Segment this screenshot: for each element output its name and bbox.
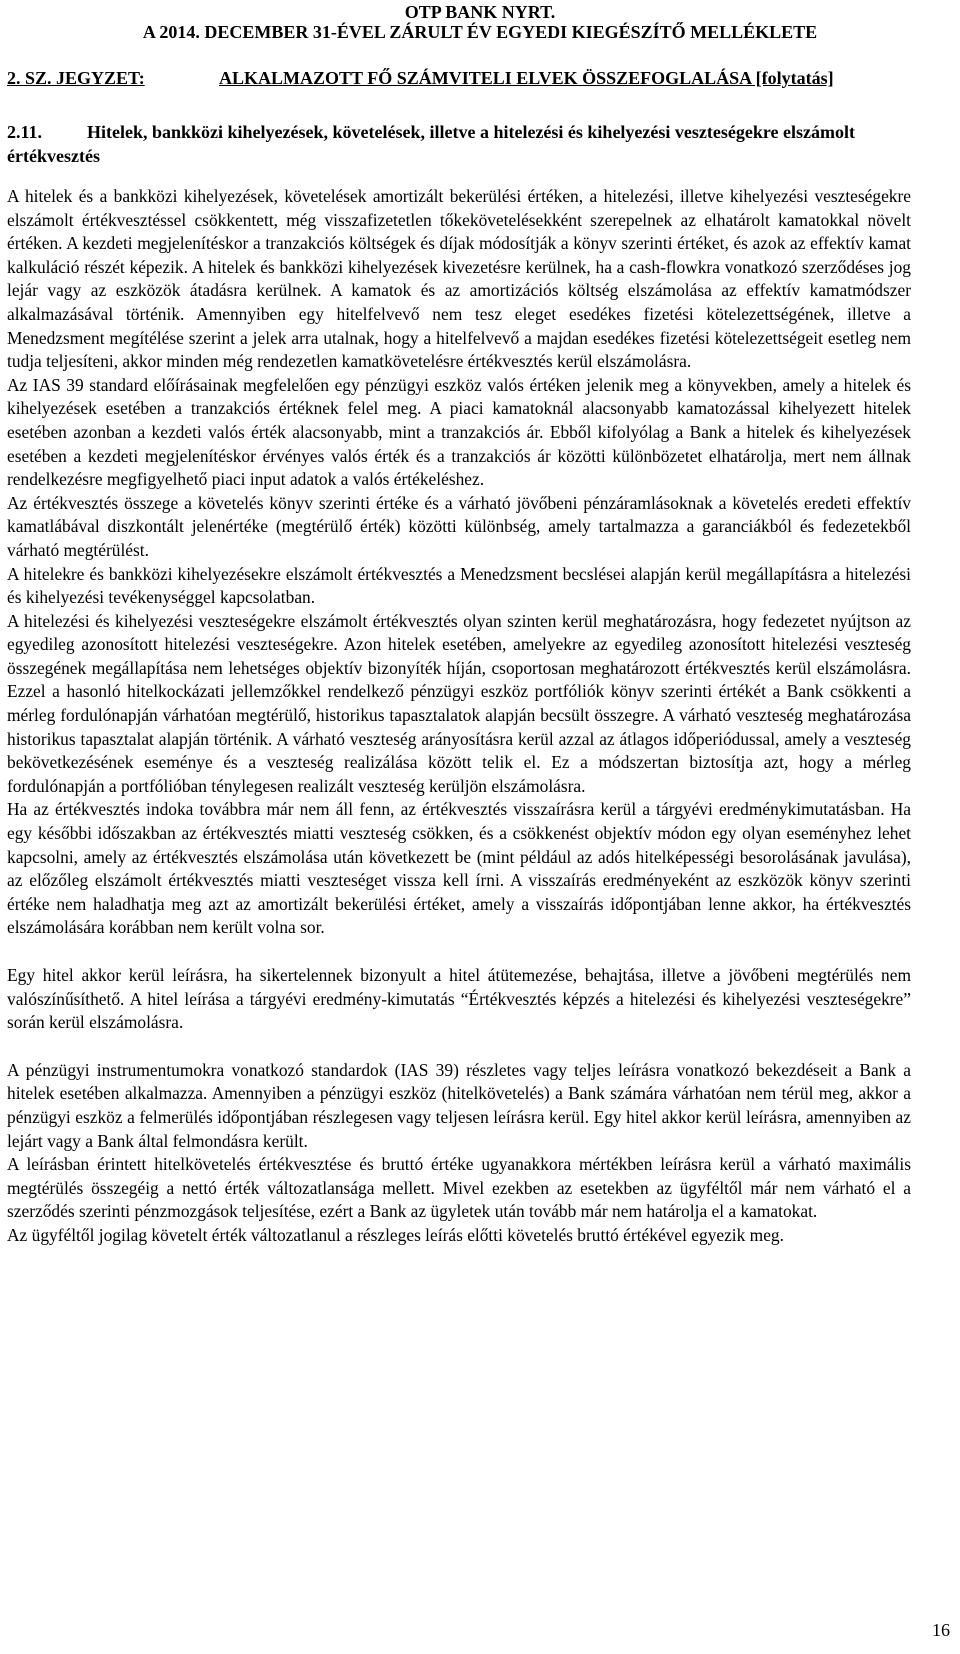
paragraph: Az IAS 39 standard előírásainak megfelelően egy pénzügyi eszköz valós értéken jelenik meg a könyvekben, amely a hitelek és kihelyezések esetében a tranzakciós értéknek felel meg. A piaci kamatoknál alacsonyabb kamatozással kihelyezett hitelek esetében azonban a kezdeti valós érték alacsonyabb, mint a tranzakciós ár. Ebből kifolyólag a Bank a hitelek és kihelyezések esetében a kezdeti megjelenítéskor érvényes valós érték és a tranzakciós ár közötti különbözetet elhatárolja, mert nem állnak rendelkezésre megfigyelhető piaci input adatok a valós értékeléshez. [7, 374, 911, 490]
section-number: 2.11. [7, 122, 43, 142]
section-title: Hitelek, bankközi kihelyezések, követelések, illetve a hitelezési és kihelyezési veszteségekre elszámolt értékvesztés [7, 122, 855, 166]
document-body [7, 185, 911, 1248]
document-subtitle: A 2014. DECEMBER 31-ÉVEL ZÁRULT ÉV EGYEDI KIEGÉSZÍTŐ MELLÉKLETE [142, 22, 818, 42]
paragraph: Az értékvesztés összege a követelés könyv szerinti értéke és a várható jövőbeni pénzáramlásoknak a követelés eredeti effektív kamatlábával diszkontált jelenértéke (megtérülő érték) közötti különbség, amely tartalmazza a garanciákból és fedezetekből várható megtérülést. [7, 492, 911, 560]
paragraph: A pénzügyi instrumentumokra vonatkozó standardok (IAS 39) részletes vagy teljes leírásra vonatkozó bekezdéseit a Bank a hitelek esetében alkalmazza. Amennyiben a pénzügyi eszköz (hitelkövetelés) a Bank számára várhatóan nem térül meg, akkor a pénzügyi eszköz a felmerülés időpontjában részlegesen vagy teljesen leírásra kerül. Egy hitel akkor kerül leírásra, amennyiben az lejárt vagy a Bank által felmondásra került. [7, 1059, 911, 1151]
section-heading [7, 120, 903, 168]
paragraph: Ha az értékvesztés indoka továbbra már nem áll fenn, az értékvesztés visszaírásra kerül a tárgyévi eredménykimutatásban. Ha egy későbbi időszakban az értékvesztés miatti veszteség csökken, és a csökkenést objektív módon egy olyan eseményhez lehet kapcsolni, amely az értékvesztés elszámolása után következett be (mint például az adós hitelképességi besorolásának javulása), az előzőleg elszámolt értékvesztés miatti veszteséget vissza kell írni. A visszaírás eredményeként az eszközök könyv szerinti értéke nem haladhatja meg azt az amortizált bekerülési értéket, amely a visszaírás időpontjában lenne akkor, ha értékvesztés elszámolására korábban nem került volna sor. [7, 799, 911, 938]
page-number: 16 [932, 1620, 950, 1640]
paragraph: Egy hitel akkor kerül leírásra, ha sikertelennek bizonyult a hitel átütemezése, behajtása, illetve a jövőbeni megtérülés nem valószínűsíthető. A hitel leírása a tárgyévi eredmény-kimutatás “Értékvesztés képzés a hitelezési és kihelyezési veszteségekre” során kerül elszámolásra. [7, 965, 911, 1033]
paragraph: A leírásban érintett hitelkövetelés értékvesztése és bruttó értéke ugyanakkora mértékben leírásra kerül a várható maximális megtérülés összegéig a nettó érték változatlansága mellett. Mivel ezekben az esetekben az ügyféltől már nem várható el a szerződés szerinti pénzmozgások teljesítése, ezért a Bank az ügyletek után tovább már nem határolja el a kamatokat. [7, 1154, 911, 1222]
paragraph: Az ügyféltől jogilag követelt érték változatlanul a részleges leírás előtti követelés bruttó értékével egyezik meg. [7, 1224, 784, 1245]
paragraph: A hitelekre és bankközi kihelyezésekre elszámolt értékvesztés a Menedzsment becslései alapján kerül megállapításra a hitelezési és kihelyezési tevékenységgel kapcsolatban. [7, 563, 911, 608]
paragraph: A hitelek és a bankközi kihelyezések, követelések amortizált bekerülési értéken, a hitelezési, illetve kihelyezési veszteségekre elszámolt értékvesztéssel csökkentett, még visszafizetetlen tőkekövetelésekként szerepelnek az elhatárolt kamatokkal növelt értéken. A kezdeti megjelenítéskor a tranzakciós költségek és díjak módosítják a könyv szerinti értéket, és azok az effektív kamat kalkuláció részét képezik. A hitelek és bankközi kihelyezések kivezetésre kerülnek, ha a cash-flowkra vonatkozó szerződéses jog lejár vagy az eszközök átadásra kerülnek. A kamatok és az amortizációs költség elszámolása az effektív kamatmódszer alkalmazásával történik. Amennyiben egy hitelfelvevő nem tesz eleget esedékes fizetési kötelezettségének, illetve a Menedzsment megítélése szerint a jelek arra utalnak, hogy a hitelfelvevő a majdan esedékes fizetési kötelezettségeit esetleg nem tudja teljesíteni, akkor minden még rendezetlen kamatkövetelésre értékvesztés kerül elszámolásra. [7, 186, 911, 372]
note-number: 2. SZ. JEGYZET: [7, 68, 145, 88]
note-title: ALKALMAZOTT FŐ SZÁMVITELI ELVEK ÖSSZEFOGLALÁSA [folytatás] [219, 68, 834, 88]
company-name: OTP BANK NYRT. [404, 2, 556, 22]
paragraph: A hitelezési és kihelyezési veszteségekre elszámolt értékvesztés olyan szinten kerül meghatározásra, hogy fedezetet nyújtson az egyedileg azonosított hitelezési veszteségekre. Azon hitelek esetében, amelyekre az egyedileg azonosított hitelezési veszteség összegének megállapítása nem lehetséges objektív bizonyíték híján, csoportosan meghatározott értékvesztés kerül elszámolásra. Ezzel a hasonló hitelkockázati jellemzőkkel rendelkező pénzügyi eszköz portfóliók könyv szerinti értékét a Bank csökkenti a mérleg fordulónapján várhatóan megtérülő, historikus tapasztalatok alapján becsült összegre. A várható veszteség meghatározása historikus tapasztalat alapján történik. A várható veszteség arányosításra kerül azzal az átlagos időperiódussal, amely a veszteség bekövetkezésének eseménye és a veszteség realizálása között telik el. Ez a módszertan biztosítja azt, hogy a mérleg fordulónapján a portfólióban ténylegesen realizált veszteség kerüljön elszámolásra. [7, 610, 911, 796]
note-heading [7, 66, 834, 90]
